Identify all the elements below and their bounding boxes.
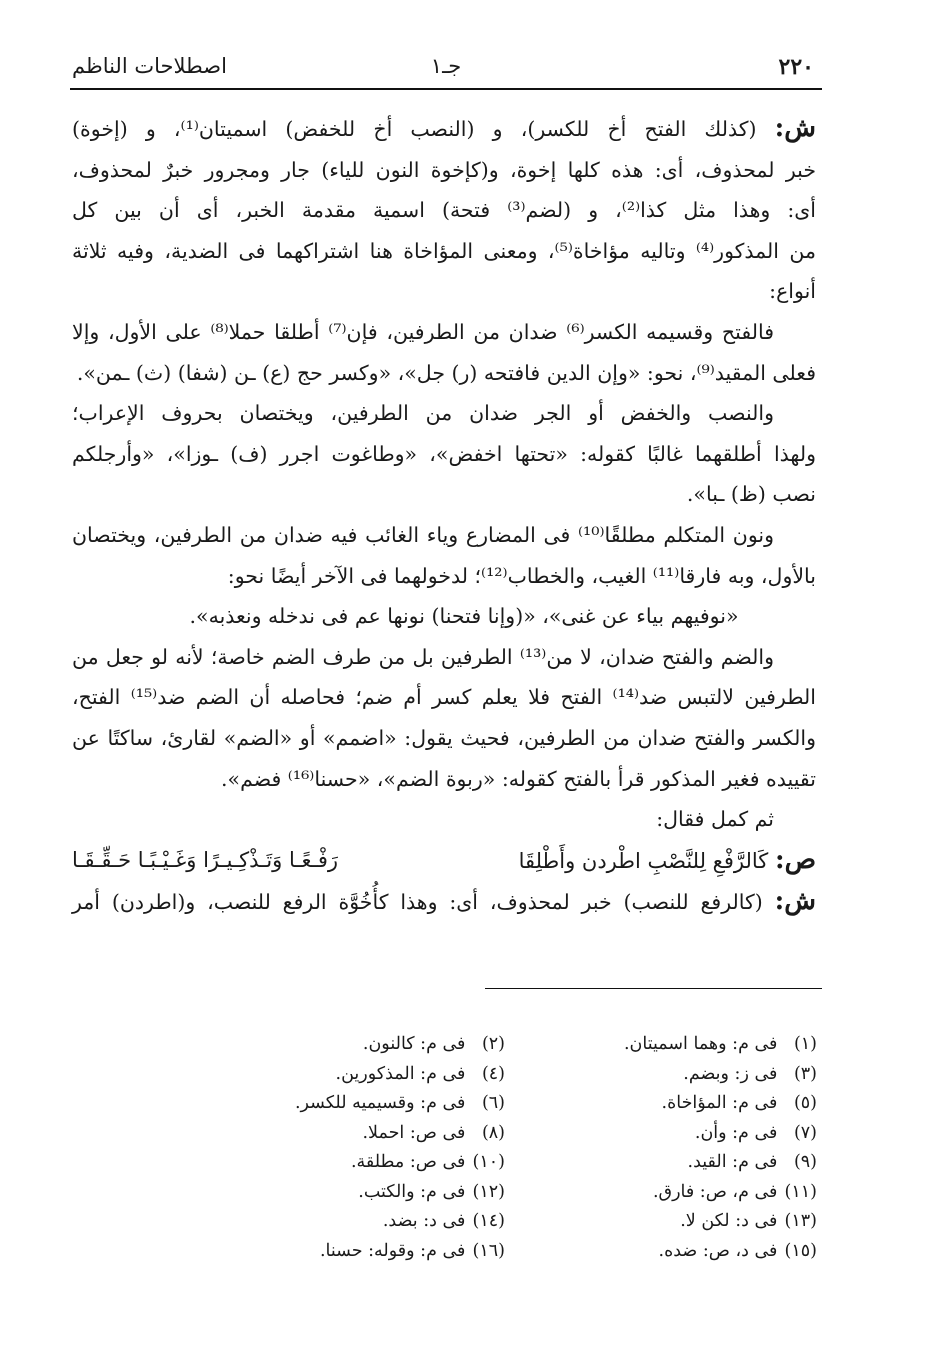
footnote-row bbox=[205, 1089, 817, 1119]
footnote bbox=[517, 1207, 817, 1237]
footnote-number: (٤) bbox=[481, 1063, 505, 1084]
footnote-number: (١٤) bbox=[472, 1211, 505, 1231]
footnote-number: (١٥) bbox=[784, 1240, 817, 1261]
commentary-marker: ش: bbox=[774, 113, 816, 143]
footnote bbox=[205, 1207, 505, 1237]
footnote-number: (١٠) bbox=[472, 1152, 505, 1172]
footnote-row bbox=[205, 1237, 817, 1267]
page-header bbox=[70, 52, 822, 90]
page-number: ٢٢٠ bbox=[778, 54, 814, 80]
footnotes bbox=[205, 1030, 817, 1266]
footnote-text: فى د: لكن لا. bbox=[680, 1211, 778, 1231]
footnote-number: (١١) bbox=[784, 1181, 817, 1202]
footnote-text: فى م: والكتب. bbox=[358, 1181, 466, 1202]
text-line: خبر لمحذوف، أى: هذه كلها إخوة، و(كإخوة النون للياء) جار ومجرور خبرٌ لمحذوف، bbox=[72, 157, 816, 182]
footnote bbox=[517, 1060, 817, 1090]
main-text bbox=[72, 108, 816, 923]
text-line: من المذكور⁽⁴⁾ وتاليه مؤاخاة⁽⁵⁾، ومعنى المؤاخاة هنا اشتراكهما فى الضدية، وفيه ثلاثة bbox=[72, 238, 816, 263]
footnote-text: فى م، ص: فارق. bbox=[652, 1181, 778, 1202]
hemistich-text: كَالرَّفْعِ لِلنَّصْبِ اطْردن وأَطْلِقَا bbox=[518, 848, 769, 873]
footnote-text: فى م: وهما اسميتان. bbox=[623, 1034, 778, 1054]
footnote-row bbox=[205, 1119, 817, 1149]
header-rule bbox=[70, 88, 822, 90]
footnote bbox=[205, 1089, 505, 1119]
footnote bbox=[205, 1178, 505, 1208]
footnote-number: (٩) bbox=[793, 1152, 817, 1172]
footnote-rule bbox=[485, 988, 822, 989]
footnote-row bbox=[205, 1060, 817, 1090]
footnote-row bbox=[205, 1030, 817, 1060]
footnote bbox=[517, 1148, 817, 1178]
footnote-number: (٢) bbox=[481, 1034, 505, 1054]
volume-label: جـ١ bbox=[430, 54, 462, 78]
footnote-text: فى د: بضد. bbox=[382, 1211, 466, 1231]
text-line: والضم والفتح ضدان، لا من⁽¹³⁾ الطرفين بل من طرف الضم خاصة؛ لأنه لو جعل من bbox=[72, 644, 774, 669]
footnote-text: فى ص: احملا. bbox=[362, 1122, 466, 1143]
footnote bbox=[205, 1030, 505, 1060]
footnote-row bbox=[205, 1207, 817, 1237]
text-line bbox=[72, 108, 816, 150]
footnote bbox=[517, 1178, 817, 1208]
footnote-number: (٨) bbox=[481, 1122, 505, 1143]
footnote bbox=[517, 1089, 817, 1119]
text-line: والكسر والفتح ضدان من الطرفين، فحيث يقول: «اضمم» أو «الضم» لقارئ، ساكتًا عن bbox=[72, 725, 816, 750]
text-line: فالفتح وقسيمه الكسر⁽⁶⁾ ضدان من الطرفين، فإن⁽⁷⁾ أطلقا حملا⁽⁸⁾ على الأول، وإلا bbox=[72, 319, 774, 344]
text-line: نصب (ظ) ـبا». bbox=[686, 482, 816, 507]
text-line: فعلى المقيد⁽⁹⁾، نحو: «وإن الدين فافتحه (ر) جل»، «وكسر حج (ع) ـن (شفا) (ث) ـمن». bbox=[76, 360, 816, 385]
quoted-line: «نوفيهم بياء عن غنى»، «(وإنا فتحنا) نونها عم فى ندخله ونعذبه». bbox=[189, 604, 739, 629]
text-line: الطرفين لالتبس ضد⁽¹⁴⁾ الفتح فلا يعلم كسر أم ضم؛ فحاصله أن الضم ضد⁽¹⁵⁾ الفتح، bbox=[72, 685, 817, 710]
footnote-text: فى د، ص: ضده. bbox=[658, 1240, 778, 1261]
text-line: ونون المتكلم مطلقًا⁽¹⁰⁾ فى المضارع وياء الغائب فيه ضدان من الطرفين، ويختصان bbox=[72, 522, 775, 547]
verse-marker: ص: bbox=[774, 844, 816, 875]
footnote-text: فى م: المذكورين. bbox=[335, 1063, 466, 1084]
footnote-number: (٦) bbox=[481, 1093, 505, 1113]
footnote bbox=[205, 1119, 505, 1149]
footnote-number: (٥) bbox=[793, 1093, 817, 1113]
footnote-number: (١٢) bbox=[472, 1181, 505, 1202]
verse-second-half: رَفْـعًـا وَتَـذْكِـيـرًا وَغَـيْـبًـا حَـقِّـقَـا bbox=[72, 847, 338, 872]
footnote-number: (٣) bbox=[793, 1063, 817, 1084]
footnote-text: فى م: وقوله: حسنا. bbox=[319, 1240, 466, 1261]
text-line: أى: وهذا مثل كذا⁽²⁾، و (لضم⁽³⁾ فتحة) اسمية مقدمة الخبر، أى أن بين كل bbox=[72, 198, 816, 223]
footnote-text: فى م: كالنون. bbox=[362, 1034, 466, 1054]
footnote-number: (١) bbox=[793, 1034, 817, 1054]
footnote-number: (١٣) bbox=[784, 1211, 817, 1231]
text-line: تقييده فغير المذكور قرأ بالفتح كقوله: «ربوة الضم»، «حسنا⁽¹⁶⁾ فضم». bbox=[221, 766, 816, 791]
footnote-text: فى م: وأن. bbox=[694, 1122, 778, 1143]
text-line bbox=[72, 881, 816, 923]
line-text: (كالرفع للنصب) خبر لمحذوف، أى: وهذا كأُخُوَّة الرفع للنصب، و(اطردن) أمر bbox=[72, 890, 775, 915]
footnote-row bbox=[205, 1148, 817, 1178]
text-line: أنواع: bbox=[769, 279, 816, 304]
footnote bbox=[205, 1237, 505, 1267]
footnote bbox=[205, 1148, 505, 1178]
footnote-row bbox=[205, 1178, 817, 1208]
text-line: والنصب والخفض أو الجر ضدان من الطرفين، ويختصان بحروف الإعراب؛ bbox=[72, 401, 774, 426]
footnote-text: فى ص: مطلقة. bbox=[350, 1152, 466, 1172]
line-text: (كذلك الفتح أخ للكسر)، و (النصب أخ للخفض) اسميتان⁽¹⁾، و (إخوة) bbox=[72, 117, 775, 141]
text-line: بالأول، وبه فارقا⁽¹¹⁾ الغيب، والخطاب⁽¹²⁾؛ لدخولهما فى الآخر أيضًا نحو: bbox=[227, 563, 816, 588]
text-line: ولهذا أطلقهما غالبًا كقوله: «تحتها اخفض»، «وطاغوت اجرر (ف) ـوزا»، «وأرجلكم bbox=[72, 441, 816, 466]
footnote bbox=[517, 1237, 817, 1267]
footnote-number: (٧) bbox=[793, 1122, 817, 1143]
footnote-text: فى ز: وبضم. bbox=[683, 1063, 778, 1084]
text-line: ثم كمل فقال: bbox=[656, 807, 774, 832]
running-title: اصطلاحات الناظم bbox=[72, 54, 227, 78]
footnote-number: (١٦) bbox=[472, 1240, 505, 1261]
footnote-text: فى م: وقسيميه للكسر. bbox=[294, 1093, 466, 1113]
footnote-text: فى م: القيد. bbox=[687, 1152, 778, 1172]
verse-first-half bbox=[519, 840, 816, 882]
footnote bbox=[517, 1030, 817, 1060]
footnote-text: فى م: المؤاخاة. bbox=[661, 1093, 778, 1113]
footnote bbox=[517, 1119, 817, 1149]
verse-line bbox=[72, 840, 816, 882]
commentary-marker: ش: bbox=[774, 886, 816, 917]
footnote bbox=[205, 1060, 505, 1090]
